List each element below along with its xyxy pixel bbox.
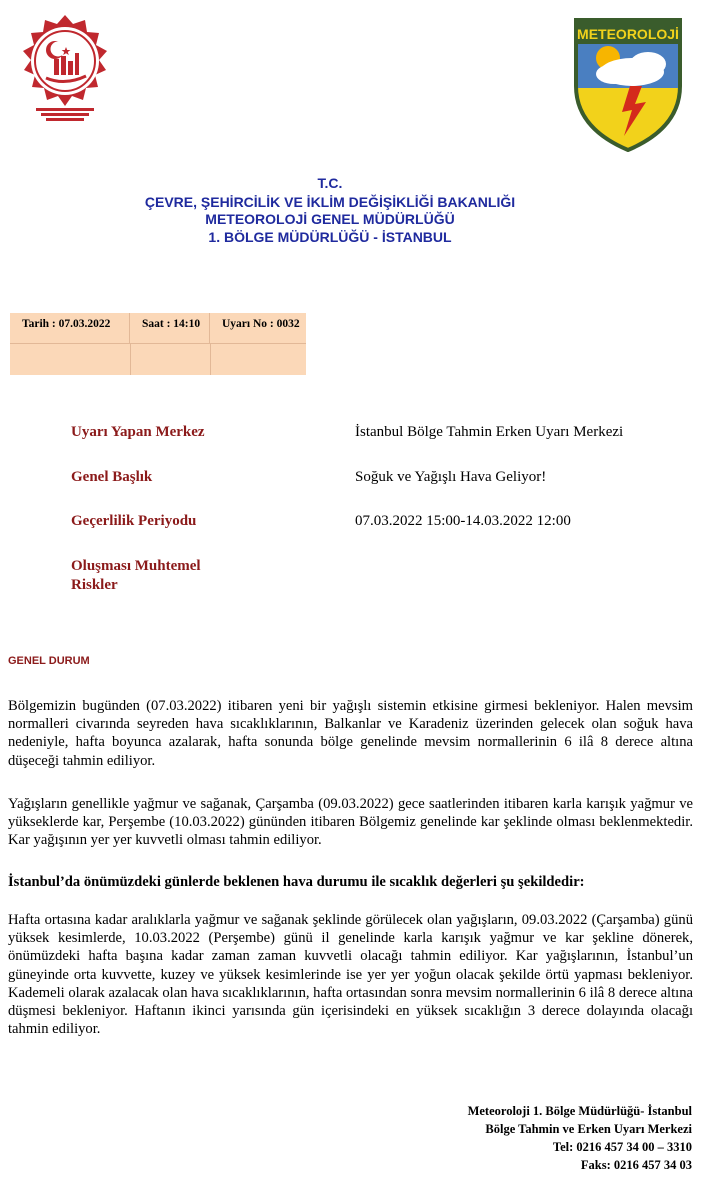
field-label-risks-line2: Riskler bbox=[71, 577, 118, 593]
paragraph-3-heading: İstanbul’da önümüzdeki günlerde beklenen hava durumu ile sıcaklık değerleri şu şekildedir: bbox=[8, 874, 585, 890]
footer-fax: Faks: 0216 457 34 03 bbox=[580, 1158, 692, 1172]
info-bar-divider bbox=[10, 343, 306, 344]
footer-office: Meteoroloji 1. Bölge Müdürlüğü- İstanbul bbox=[467, 1104, 692, 1118]
field-value-period: 07.03.2022 15:00-14.03.2022 12:00 bbox=[355, 513, 571, 529]
warning-time: Saat : 14:10 bbox=[130, 313, 210, 343]
header-tc: T.C. bbox=[317, 175, 343, 191]
info-bar-divider bbox=[210, 343, 211, 375]
footer-center: Bölge Tahmin ve Erken Uyarı Merkezi bbox=[485, 1122, 692, 1136]
header-directorate: METEOROLOJİ GENEL MÜDÜRLÜĞÜ bbox=[205, 211, 455, 227]
field-value-center: İstanbul Bölge Tahmin Erken Uyarı Merkezi bbox=[355, 424, 624, 440]
field-label-center: Uyarı Yapan Merkez bbox=[71, 424, 205, 440]
footer-phone: Tel: 0216 457 34 00 – 3310 bbox=[552, 1140, 692, 1154]
logo-text: METEOROLOJİ bbox=[577, 26, 679, 42]
info-bar-divider bbox=[130, 343, 131, 375]
field-label-period: Geçerlilik Periyodu bbox=[71, 513, 197, 529]
section-title: GENEL DURUM bbox=[8, 655, 90, 667]
warning-number: Uyarı No : 0032 bbox=[222, 318, 300, 330]
ministry-emblem-icon bbox=[10, 12, 120, 122]
field-value-title: Soğuk ve Yağışlı Hava Geliyor! bbox=[355, 469, 547, 485]
paragraph-1: Bölgemizin bugünden (07.03.2022) itibaren yeni bir yağışlı sistemin etkisine girmesi bekleniyor. Halen mevsim normalleri civarında seyreden hava sıcaklıklarının, Balkanlar ve Karadeniz üzerinden gelecek olan soğuk hava nedeniyle, hafta boyunca azalarak, hafta sonunda bölge genelinde mevsim normallerinin 6 ilâ 8 derece altına düşeceği tahmin ediliyor. bbox=[8, 698, 693, 769]
meteoroloji-shield-logo-icon bbox=[572, 16, 684, 152]
warning-info-bar bbox=[10, 313, 306, 375]
header-ministry: ÇEVRE, ŞEHİRCİLİK VE İKLİM DEĞİŞİKLİĞİ BAKANLIĞI bbox=[144, 194, 516, 210]
field-label-risks: Oluşması Muhtemel bbox=[71, 558, 201, 574]
warning-date: Tarih : 07.03.2022 bbox=[10, 313, 130, 343]
paragraph-4: Hafta ortasına kadar aralıklarla yağmur ve sağanak şeklinde görülecek olan yağışların, 09.03.2022 (Çarşamba) günü yüksek kesimlerde, 10.03.2022 (Perşembe) günü il genelinde karla karışık yağmur ve kar şekline dönerek, önümüzdeki hafta başına kadar zaman zaman kuvvetli olacağı tahmin ediliyor. Kar yağışlarının, İstanbul’un güneyinde orta kuvvette, kuzey ve yüksek kesimlerinde ise yer yer yoğun olacak şekilde örtü yapması bekleniyor. Kademeli olarak azalacak olan hava sıcaklıklarının, hafta ortasından sonra mevsim normallerinin 6 ilâ 8 derece altına düşmesi bekleniyor. Haftanın ikinci yarısında gün içerisindeki en yüksek sıcaklığın 3 derece dolayında olacağı tahmin ediliyor. bbox=[8, 912, 693, 1038]
field-label-title: Genel Başlık bbox=[71, 469, 153, 485]
paragraph-2: Yağışların genellikle yağmur ve sağanak, Çarşamba (09.03.2022) gece saatlerinden itibaren karla karışık yağmur ve yükseklerde kar, Perşembe (10.03.2022) gününden itibaren Bölgemiz genelinde kar şeklinde olması beklenmektedir. Kar yağışının yer yer kuvvetli olması tahmin ediliyor. bbox=[8, 796, 693, 849]
header-region: 1. BÖLGE MÜDÜRLÜĞÜ - İSTANBUL bbox=[208, 229, 452, 245]
